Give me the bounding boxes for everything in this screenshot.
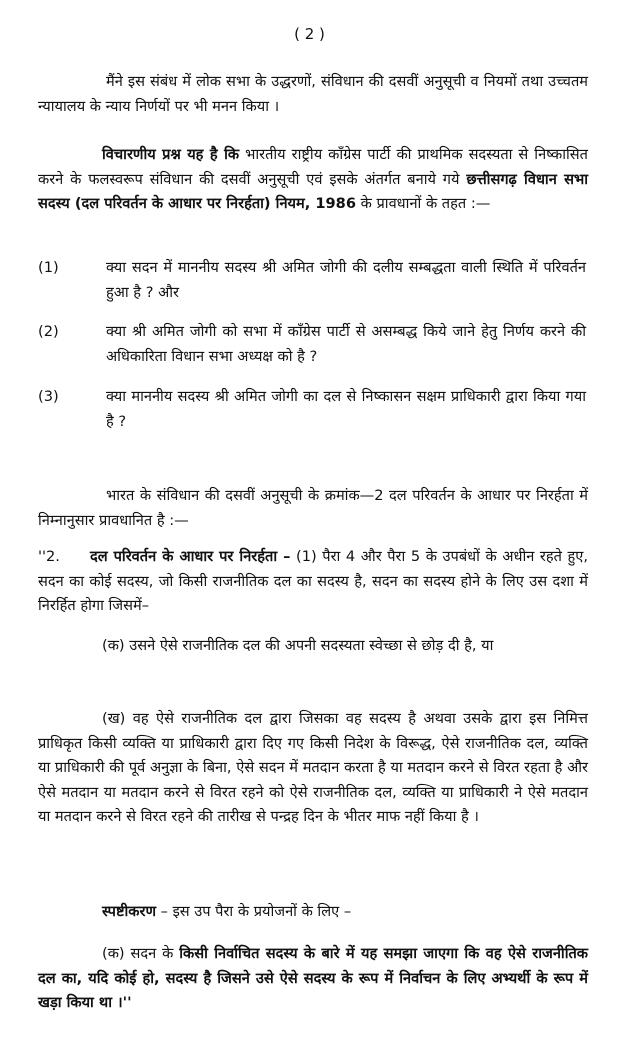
sub-clause-kha: (ख) वह ऐसे राजनीतिक दल द्वारा जिसका वह सदस्य है अथवा उसके द्वारा इस निमित्त प्राधिकृत किसी व्यक्ति या प्राधिकारी द्वारा दिए गए किसी निदेश के विरूद्ध, ऐसे राजनीतिक दल, व्यक्ति या प्राधिकारी की पूर्व अनुज्ञा के बिना, ऐसे सदन में मतदान करता है या मतदान करने से विरत रहता है और ऐसे मतदान या मतदान करने से विरत रहने को ऐसे राजनीतिक दल, व्यक्ति या प्राधिकारी ने ऐसे मतदान या मतदान करने से विरत रहने की तारीख से पन्द्रह दिन के भीतर माफ नहीं किया है ।	[38, 710, 588, 825]
paragraph-question-under-consideration	[38, 143, 588, 217]
question-intro-text: भारतीय राष्ट्रीय कॉंग्रेस पार्टी की प्राथमिक सदस्यता से निष्कासित करने के फलस्वरूप संविधान की दसवीं अनुसूची एवं इसके अंतर्गत बनाये गये	[38, 146, 588, 188]
clause-2-text: (1) पैरा 4 और पैरा 5 के उपबंधों के अधीन रहते हुए, सदन का कोई सदस्य, जो किसी राजनीतिक दल का सदस्य है, सदन का सदस्य होने के लिए उस दशा में निरर्हित होगा जिसमें–	[38, 548, 588, 614]
explanation-text: – इस उप पैरा के प्रयोजनों के लिए –	[156, 903, 352, 920]
paragraph-schedule-intro: भारत के संविधान की दसवीं अनुसूची के क्रमांक—2 दल परिवर्तन के आधार पर निरर्हता में निम्नानुसार प्रावधानित है :—	[38, 487, 588, 529]
final-lead: (क) सदन के	[102, 945, 180, 962]
explanation-clause-ka	[38, 942, 588, 1016]
clause-2-heading: दल परिवर्तन के आधार पर निरर्हता –	[89, 548, 291, 565]
question-text: क्या माननीय सदस्य श्री अमित जोगी का दल से निष्कासन सक्षम प्राधिकारी द्वारा किया गया है ?	[106, 388, 587, 430]
clause-2-label: ''2.	[38, 548, 60, 565]
question-lead: विचारणीय प्रश्न यह है कि	[102, 146, 240, 163]
question-text: क्या श्री अमित जोगी को सभा में कॉंग्रेस पार्टी से असम्बद्ध किये जाने हेतु निर्णय करने की अधिकारिता विधान सभा अध्यक्ष को है ?	[106, 323, 586, 365]
final-bold-text: किसी निर्वाचित सदस्य के बारे में यह समझा जाएगा कि वह ऐसे राजनीतिक दल का, यदि कोई हो, सदस्य है जिसने उसे ऐसे सदस्य के रूप में निर्वाचन के लिए अभ्यर्थी के रूप में खड़ा किया था ।''	[38, 945, 589, 1011]
question-number: (1)	[38, 259, 59, 276]
question-number: (3)	[38, 388, 59, 405]
paragraph-reference-study: मैंने इस संबंध में लोक सभा के उद्धरणों, संविधान की दसवीं अनुसूची व नियमों तथा उच्चतम न्यायालय के न्याय निर्णयों पर भी मनन किया ।	[38, 73, 588, 115]
explanation-heading: स्पष्टीकरण	[102, 903, 156, 920]
page-number: ( 2 )	[294, 25, 325, 43]
question-intro-tail: के प्रावधानों के तहत :—	[356, 195, 491, 212]
clause-2	[38, 545, 588, 619]
rules-title: छत्तीसगढ़ विधान सभा सदस्य (दल परिवर्तन के आधार पर निरर्हता) नियम, 1986	[38, 170, 588, 212]
explanation	[102, 900, 588, 925]
question-text: क्या सदन में माननीय सदस्य श्री अमित जोगी की दलीय सम्बद्धता वाली स्थिति में परिवर्तन हुआ है ? और	[106, 259, 586, 301]
sub-clause-ka: (क) उसने ऐसे राजनीतिक दल की अपनी सदस्यता स्वेच्छा से छोड़ दी है, या	[102, 637, 494, 654]
question-number: (2)	[38, 323, 59, 340]
